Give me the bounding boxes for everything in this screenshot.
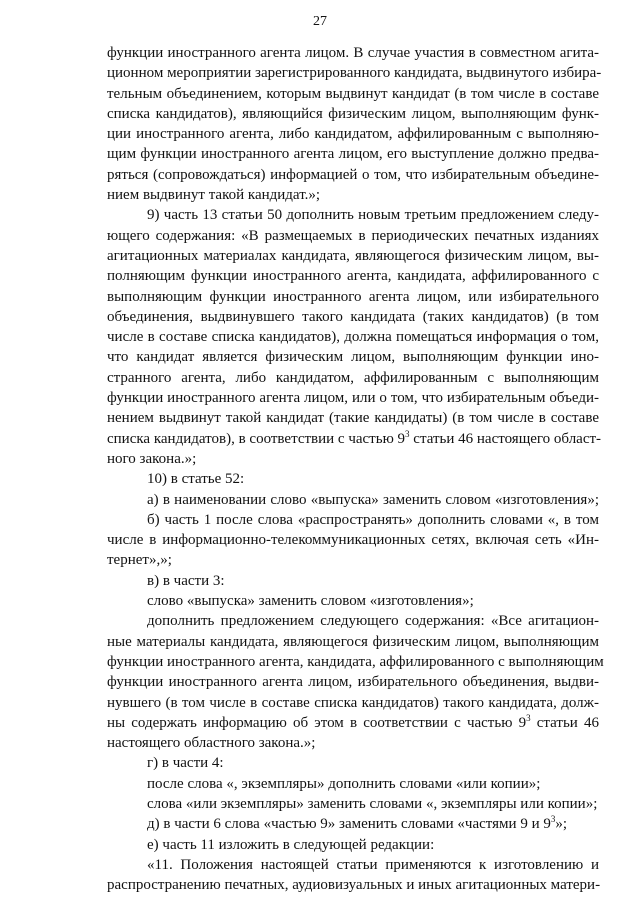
- text-line: настоящего областного закона.»;: [107, 735, 316, 752]
- page-number: 27: [313, 14, 327, 29]
- text-line: что кандидат является физическим лицом, выполняющим функции ино-: [107, 349, 599, 366]
- text-line: выполняющим функции иностранного агента лицом, или избирательного: [107, 288, 599, 305]
- text-line: функции иностранного агента лицом. В случае участия в совместном агита-: [107, 45, 599, 61]
- text-line: странного агента, либо кандидатом, аффилированным с выполняющим: [107, 369, 599, 386]
- text-line: агитационных материалах кандидата, являющегося физическим лицом, вы-: [107, 247, 599, 264]
- text-line: полняющим функции иностранного агента, кандидата, аффилированного с: [107, 268, 599, 285]
- text-line: в) в части 3:: [147, 572, 225, 589]
- text-line: объединения, выдвинувшего такого кандидата (таких кандидатов) (в том: [107, 308, 599, 325]
- text-line: слово «выпуска» заменить словом «изготовления»;: [147, 593, 474, 610]
- text-line: после слова «, экземпляры» дополнить словами «или копии»;: [147, 775, 541, 792]
- text-line: числе в информационно-телекоммуникационных сетях, включая сеть «Ин-: [107, 532, 599, 549]
- text-line: д) в части 6 слова «частью 9» заменить словами «частями 9 и $9^3$»;: [147, 814, 568, 833]
- text-line: списка кандидатов), являющийся физическим лицом, выполняющим функ-: [107, 105, 599, 122]
- text-line: нием выдвинут такой кандидат.»;: [107, 187, 321, 204]
- text-line: функции иностранного агента лицом, избирательного объединения, выдви-: [107, 674, 599, 691]
- text-line: функции иностранного агента лицом, или о том, что избирательным объеди-: [107, 390, 599, 407]
- body-text: [107, 43, 604, 895]
- text-line: нувшего (в том числе в составе списка кандидатов) такого кандидата, долж-: [107, 694, 599, 711]
- text-line: ционном мероприятии зарегистрированного кандидата, выдвинутого избира-: [107, 65, 602, 82]
- text-line: 9) часть 13 статьи 50 дополнить новым третьим предложением следу-: [147, 207, 599, 224]
- text-line: ны содержать информацию об этом в соответствии с частью $9^3$ статьи 46: [107, 712, 599, 731]
- text-line: тельным объединением, которым выдвинут кандидат (в том числе в составе: [107, 85, 599, 102]
- text-line: а) в наименовании слово «выпуска» заменить словом «изготовления»;: [147, 491, 599, 508]
- text-line: ющего содержания: «В размещаемых в периодических печатных изданиях: [107, 227, 599, 244]
- text-line: дополнить предложением следующего содержания: «Все агитацион-: [147, 613, 599, 630]
- text-line: щим функции иностранного агента лицом, его выступление должно предва-: [107, 146, 599, 163]
- text-line: е) часть 11 изложить в следующей редакции:: [147, 836, 435, 853]
- text-line: нением выдвинут такой кандидат (такие кандидаты) (в том числе в составе: [107, 410, 599, 427]
- text-line: распространению печатных, аудиовизуальных и иных агитационных матери-: [107, 877, 601, 894]
- text-line: 10) в статье 52:: [147, 471, 245, 488]
- text-line: функции иностранного агента, кандидата, аффилированного с выполняющим: [107, 653, 604, 670]
- text-line: списка кандидатов), в соответствии с частью $9^3$ статьи 46 настоящего област-: [107, 428, 602, 447]
- text-line: «11. Положения настоящей статьи применяются к изготовлению и: [147, 856, 599, 873]
- text-line: г) в части 4:: [147, 755, 224, 772]
- text-line: слова «или экземпляры» заменить словами «, экземпляры или копии»;: [147, 795, 598, 812]
- text-line: ции иностранного агента, либо кандидатом, аффилированным с выполняю-: [107, 126, 599, 143]
- text-line: ного закона.»;: [107, 450, 197, 467]
- text-line: б) часть 1 после слова «распространять» дополнить словами «, в том: [147, 511, 599, 528]
- text-line: ряться (сопровождаться) информацией о том, что избирательным объедине-: [107, 166, 599, 183]
- text-line: ные материалы кандидата, являющегося физическим лицом, выполняющим: [107, 633, 599, 650]
- text-line: тернет»,»;: [107, 552, 172, 569]
- text-line: числе в составе списка кандидатов), должна помещаться информация о том,: [107, 329, 599, 346]
